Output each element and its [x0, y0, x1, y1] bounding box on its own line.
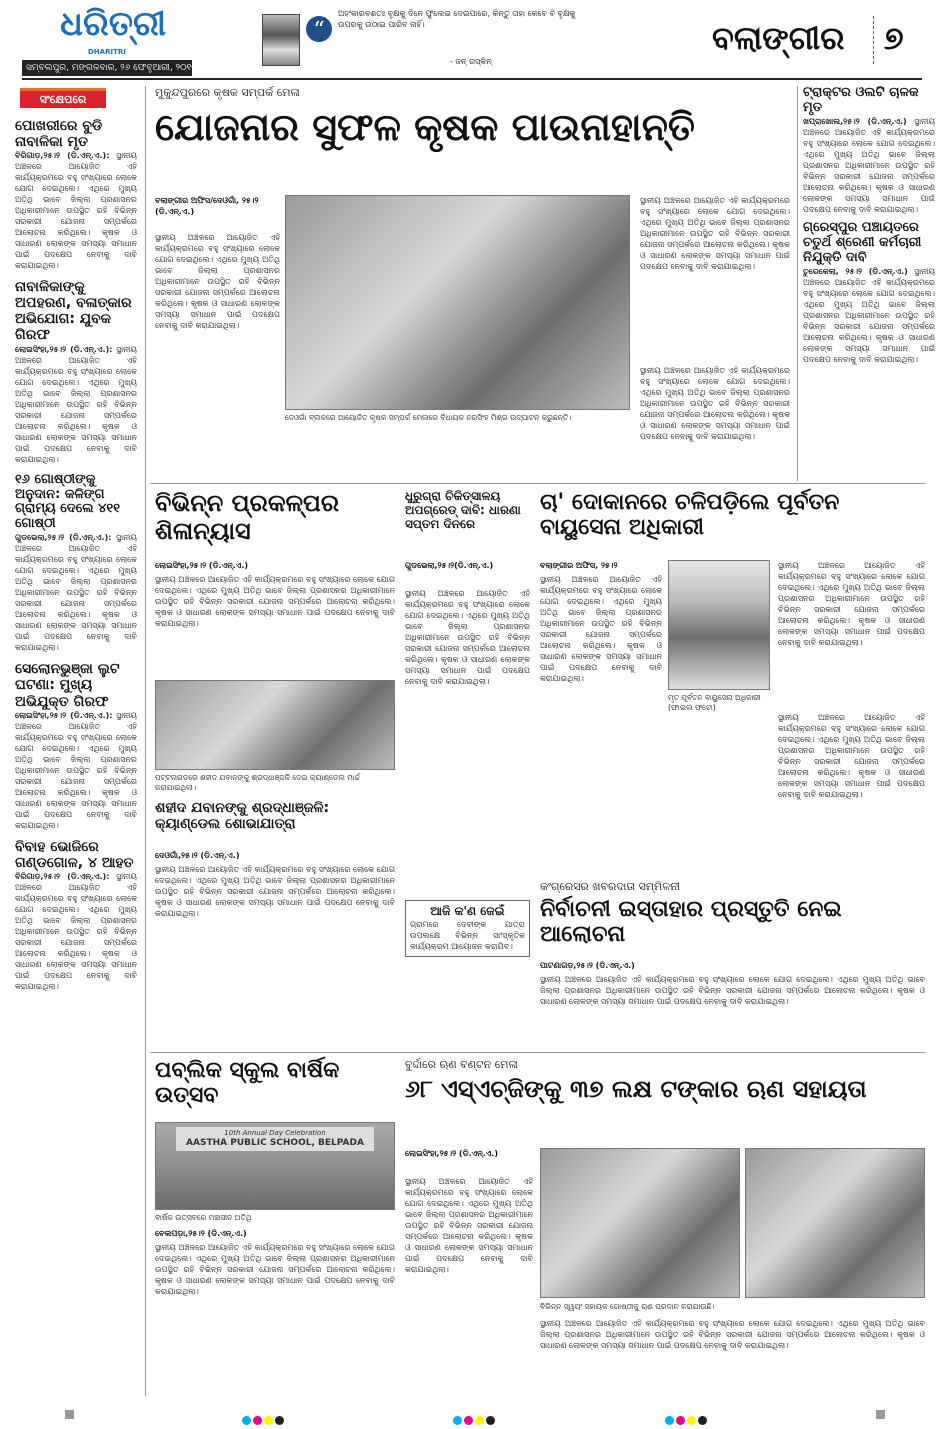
page-number: ୭	[884, 19, 904, 57]
loan-body: ସ୍ଥାନୀୟ ଅଞ୍ଚଳରେ ଆୟୋଜିତ ଏହି କାର୍ଯ୍ୟକ୍ରମରେ ବହୁ ସଂଖ୍ୟାରେ ଲୋକେ ଯୋଗ ଦେଇଥିଲେ। ଏଥିରେ ମୁଖ୍ୟ ଅତିଥି ଭାବେ ଜିଲ୍ଲା ପ୍ରଶାସନର ଅଧିକାରୀମାନେ ଉପସ୍ଥିତ ରହି ବିଭିନ୍ନ ସରକାରୀ ଯୋଜନା ସମ୍ପର୍କରେ ଆଲୋଚନା କରିଥିଲେ। କୃଷକ ଓ ସାଧାରଣ ଲୋକଙ୍କ ସମସ୍ୟା ସମାଧାନ ପାଇଁ ପଦକ୍ଷେପ ନେବାକୁ ଦାବି କରାଯାଇଥିଲା।	[405, 1177, 533, 1274]
congress-body: ସ୍ଥାନୀୟ ଅଞ୍ଚଳରେ ଆୟୋଜିତ ଏହି କାର୍ଯ୍ୟକ୍ରମରେ ବହୁ ସଂଖ୍ୟାରେ ଲୋକେ ଯୋଗ ଦେଇଥିଲେ। ଏଥିରେ ମୁଖ୍ୟ ଅତିଥି ଭାବେ ଜିଲ୍ଲା ପ୍ରଶାସନର ଅଧିକାରୀମାନେ ଉପସ୍ଥିତ ରହି ବିଭିନ୍ନ ସରକାରୀ ଯୋଜନା ସମ୍ପର୍କରେ ଆଲୋଚନା କରିଥିଲେ। କୃଷକ ଓ ସାଧାରଣ ଲୋକଙ୍କ ସମସ୍ୟା ସମାଧାନ ପାଇଁ ପଦକ୍ଷେପ ନେବାକୁ ଦାବି କରାଯାଇଥିଲା।	[540, 975, 925, 1006]
registration-dot	[453, 1416, 462, 1425]
briefs-column	[15, 118, 137, 1000]
author-portrait	[262, 14, 300, 66]
projects-dateline: ଲୋଇସିଂହା,୨୫।୨ (ଡି.ଏନ୍.ଏ.)	[155, 561, 249, 570]
candle-body: ସ୍ଥାନୀୟ ଅଞ୍ଚଳରେ ଆୟୋଜିତ ଏହି କାର୍ଯ୍ୟକ୍ରମରେ ବହୁ ସଂଖ୍ୟାରେ ଲୋକେ ଯୋଗ ଦେଇଥିଲେ। ଏଥିରେ ମୁଖ୍ୟ ଅତିଥି ଭାବେ ଜିଲ୍ଲା ପ୍ରଶାସନର ଅଧିକାରୀମାନେ ଉପସ୍ଥିତ ରହି ବିଭିନ୍ନ ସରକାରୀ ଯୋଜନା ସମ୍ପର୍କରେ ଆଲୋଚନା କରିଥିଲେ। କୃଷକ ଓ ସାଧାରଣ ଲୋକଙ୍କ ସମସ୍ୟା ସମାଧାନ ପାଇଁ ପଦକ୍ଷେପ ନେବାକୁ ଦାବି କରାଯାଇଥିଲା।	[155, 865, 395, 918]
registration-dot	[475, 1416, 484, 1425]
hospital-dateline: ଗୁଡଭେଲା,୨୫।୨(ଡି.ଏନ୍.ଏ.)	[405, 561, 494, 570]
column-divider	[797, 86, 798, 481]
article-body: ସ୍ଥାନୀୟ ଅଞ୍ଚଳରେ ଆୟୋଜିତ ଏହି କାର୍ଯ୍ୟକ୍ରମରେ ବହୁ ସଂଖ୍ୟାରେ ଲୋକେ ଯୋଗ ଦେଇଥିଲେ। ଏଥିରେ ମୁଖ୍ୟ ଅତିଥି ଭାବେ ଜିଲ୍ଲା ପ୍ରଶାସନର ଅଧିକାରୀମାନେ ଉପସ୍ଥିତ ରହି ବିଭିନ୍ନ ସରକାରୀ ଯୋଜନା ସମ୍ପର୍କରେ ଆଲୋଚନା କରିଥିଲେ। କୃଷକ ଓ ସାଧାରଣ ଲୋକଙ୍କ ସମସ୍ୟା ସମାଧାନ ପାଇଁ ପଦକ୍ଷେପ ନେବାକୁ ଦାବି କରାଯାଇଥିଲା।	[803, 266, 935, 364]
school-photo-caption: ବାର୍ଷିକ ଉତ୍ସବରେ ମଞ୍ଚାସୀନ ଅତିଥି	[155, 1213, 252, 1222]
school-headline: ପବ୍ଲିକ ସ୍କୁଲ ବାର୍ଷିକ ଉତ୍ସବ	[155, 1058, 340, 1109]
tea-dateline: ବଲାଙ୍ଗୀର ଅଫିସ, ୨୫।୨	[540, 561, 618, 570]
logo: ଧରିତ୍ରୀ	[60, 4, 167, 44]
article-title: ଟ୍ରାକ୍ଟର ଓଲଟି ଚାଳକ ମୃତ	[803, 85, 919, 115]
brief-article	[15, 661, 137, 830]
today-box	[405, 900, 530, 957]
brief-body: ସ୍ଥାନୀୟ ଅଞ୍ଚଳରେ ଆୟୋଜିତ ଏହି କାର୍ଯ୍ୟକ୍ରମରେ ବହୁ ସଂଖ୍ୟାରେ ଲୋକେ ଯୋଗ ଦେଇଥିଲେ। ଏଥିରେ ମୁଖ୍ୟ ଅତିଥି ଭାବେ ଜିଲ୍ଲା ପ୍ରଶାସନର ଅଧିକାରୀମାନେ ଉପସ୍ଥିତ ରହି ବିଭିନ୍ନ ସରକାରୀ ଯୋଜନା ସମ୍ପର୍କରେ ଆଲୋଚନା କରିଥିଲେ। କୃଷକ ଓ ସାଧାରଣ ଲୋକଙ୍କ ସମସ୍ୟା ସମାଧାନ ପାଇଁ ପଦକ୍ଷେପ ନେବାକୁ ଦାବି କରାଯାଇଥିଲା।	[15, 344, 137, 464]
officer-photo-caption: ମୃତ ପୂର୍ବତନ ବାୟୁସେନା ଅଧିକାରୀ (ଫାଇଲ ଫଟୋ)	[668, 693, 761, 712]
loan-photo-1	[540, 1148, 740, 1298]
lead-body: ସ୍ଥାନୀୟ ଅଞ୍ଚଳରେ ଆୟୋଜିତ ଏହି କାର୍ଯ୍ୟକ୍ରମରେ ବହୁ ସଂଖ୍ୟାରେ ଲୋକେ ଯୋଗ ଦେଇଥିଲେ। ଏଥିରେ ମୁଖ୍ୟ ଅତିଥି ଭାବେ ଜିଲ୍ଲା ପ୍ରଶାସନର ଅଧିକାରୀମାନେ ଉପସ୍ଥିତ ରହି ବିଭିନ୍ନ ସରକାରୀ ଯୋଜନା ସମ୍ପର୍କରେ ଆଲୋଚନା କରିଥିଲେ। କୃଷକ ଓ ସାଧାରଣ ଲୋକଙ୍କ ସମସ୍ୟା ସମାଧାନ ପାଇଁ ପଦକ୍ଷେପ ନେବାକୁ ଦାବି କରାଯାଇଥିଲା।	[640, 366, 790, 441]
section-rule	[150, 483, 925, 484]
brief-dateline: ଲୋଇସିଂହା,୨୫।୨ (ଡି.ଏନ୍.ଏ.):	[15, 344, 113, 354]
tea-headline: ଚା' ଦୋକାନରେ ଚଳିପଡ଼ିଲେ ପୂର୍ବତନ ବାୟୁସେନା ଅଧିକାରୀ	[540, 490, 840, 541]
loan-body: ସ୍ଥାନୀୟ ଅଞ୍ଚଳରେ ଆୟୋଜିତ ଏହି କାର୍ଯ୍ୟକ୍ରମରେ ବହୁ ସଂଖ୍ୟାରେ ଲୋକେ ଯୋଗ ଦେଇଥିଲେ। ଏଥିରେ ମୁଖ୍ୟ ଅତିଥି ଭାବେ ଜିଲ୍ଲା ପ୍ରଶାସନର ଅଧିକାରୀମାନେ ଉପସ୍ଥିତ ରହି ବିଭିନ୍ନ ସରକାରୀ ଯୋଜନା ସମ୍ପର୍କରେ ଆଲୋଚନା କରିଥିଲେ। କୃଷକ ଓ ସାଧାରଣ ଲୋକଙ୍କ ସମସ୍ୟା ସମାଧାନ ପାଇଁ ପଦକ୍ଷେପ ନେବାକୁ ଦାବି କରାଯାଇଥିଲା।	[540, 1319, 925, 1350]
article-dateline: ଖପ୍ରାଖୋଲ,୨୫।୨ (ଡି.ଏନ୍.ଏ.)	[803, 116, 907, 126]
brief-title: ପୋଖରୀରେ ବୁଡି ନାବାଳିକା ମୃତ	[15, 118, 103, 151]
masthead-rule	[22, 78, 922, 80]
today-title: ଆଜି କ'ଣ ଜେଇଁ	[430, 904, 505, 918]
brief-article	[15, 839, 137, 992]
lead-dateline: ବଲାଙ୍ଗୀର ଅଫିସ/ଦେଓଗାଁ, ୨୫।୨ (ଡି.ଏନ୍.ଏ.)	[155, 196, 259, 216]
brief-body: ସ୍ଥାନୀୟ ଅଞ୍ଚଳରେ ଆୟୋଜିତ ଏହି କାର୍ଯ୍ୟକ୍ରମରେ ବହୁ ସଂଖ୍ୟାରେ ଲୋକେ ଯୋଗ ଦେଇଥିଲେ। ଏଥିରେ ମୁଖ୍ୟ ଅତିଥି ଭାବେ ଜିଲ୍ଲା ପ୍ରଶାସନର ଅଧିକାରୀମାନେ ଉପସ୍ଥିତ ରହି ବିଭିନ୍ନ ସରକାରୀ ଯୋଜନା ସମ୍ପର୍କରେ ଆଲୋଚନା କରିଥିଲେ। କୃଷକ ଓ ସାଧାରଣ ଲୋକଙ୍କ ସମସ୍ୟା ସମାଧାନ ପାଇଁ ପଦକ୍ଷେପ ନେବାକୁ ଦାବି କରାଯାଇଥିଲା।	[15, 871, 137, 991]
divider	[873, 16, 874, 64]
lead-photo-caption: ଦେଓଗାଁ ବ୍ଲକରେ ଆୟୋଜିତ କୃଷକ ସମ୍ପର୍କ ମେଳାରେ ବିଧାୟକ ନରସିଂହ ମିଶ୍ର ଉଦ୍‌ଘାଟନ କରୁଛନ୍ତି।	[285, 413, 572, 422]
hospital-body: ସ୍ଥାନୀୟ ଅଞ୍ଚଳରେ ଆୟୋଜିତ ଏହି କାର୍ଯ୍ୟକ୍ରମରେ ବହୁ ସଂଖ୍ୟାରେ ଲୋକେ ଯୋଗ ଦେଇଥିଲେ। ଏଥିରେ ମୁଖ୍ୟ ଅତିଥି ଭାବେ ଜିଲ୍ଲା ପ୍ରଶାସନର ଅଧିକାରୀମାନେ ଉପସ୍ଥିତ ରହି ବିଭିନ୍ନ ସରକାରୀ ଯୋଜନା ସମ୍ପର୍କରେ ଆଲୋଚନା କରିଥିଲେ। କୃଷକ ଓ ସାଧାରଣ ଲୋକଙ୍କ ସମସ୍ୟା ସମାଧାନ ପାଇଁ ପଦକ୍ଷେପ ନେବାକୁ ଦାବି କରାଯାଇଥିଲା।	[405, 589, 530, 686]
loan-headline: ୬୮ ଏସ୍ଏଚ୍ଜିଙ୍କୁ ୩୭ ଲକ୍ଷ ଟଙ୍କାର ଋଣ ସହାୟତା	[405, 1075, 867, 1103]
right-column	[803, 86, 935, 365]
congress-dateline: ପାଟଣାଗଡ଼,୨୫।୨ (ଡି.ଏନ୍.ଏ.)	[540, 961, 635, 970]
brief-dateline: ବିରିଗାଡ଼,୨୫।୨ (ଡି.ଏନ୍.ଏ.):	[15, 151, 110, 161]
registration-dots	[665, 1410, 709, 1429]
brief-article	[15, 473, 137, 654]
print-registration-marks	[65, 1410, 885, 1429]
lead-photo	[285, 195, 630, 410]
tea-body: ସ୍ଥାନୀୟ ଅଞ୍ଚଳରେ ଆୟୋଜିତ ଏହି କାର୍ଯ୍ୟକ୍ରମରେ ବହୁ ସଂଖ୍ୟାରେ ଲୋକେ ଯୋଗ ଦେଇଥିଲେ। ଏଥିରେ ମୁଖ୍ୟ ଅତିଥି ଭାବେ ଜିଲ୍ଲା ପ୍ରଶାସନର ଅଧିକାରୀମାନେ ଉପସ୍ଥିତ ରହି ବିଭିନ୍ନ ସରକାରୀ ଯୋଜନା ସମ୍ପର୍କରେ ଆଲୋଚନା କରିଥିଲେ। କୃଷକ ଓ ସାଧାରଣ ଲୋକଙ୍କ ସମସ୍ୟା ସମାଧାନ ପାଇଁ ପଦକ୍ଷେପ ନେବାକୁ ଦାବି କରାଯାଇଥିଲା।	[778, 713, 925, 799]
congress-kicker: କଂଗ୍ରେସର ଖବରଦାତା ସମ୍ମିଳନୀ	[540, 880, 681, 893]
registration-dot	[464, 1416, 473, 1425]
registration-dot	[676, 1416, 685, 1425]
loan-photo-2	[745, 1148, 925, 1298]
school-dateline: ବେଲପଡ଼ା,୨୫।୨ (ଡି.ଏନ୍.ଏ.)	[155, 1229, 247, 1238]
brief-title: ସେଲୋନଭୁଞ୍ଜା ଲୁଟ ଘଟଣା: ମୁଖ୍ୟ ଅଭିଯୁକ୍ତ ଗିରଫ	[15, 661, 120, 710]
registration-dot	[698, 1416, 707, 1425]
school-body: ସ୍ଥାନୀୟ ଅଞ୍ଚଳରେ ଆୟୋଜିତ ଏହି କାର୍ଯ୍ୟକ୍ରମରେ ବହୁ ସଂଖ୍ୟାରେ ଲୋକେ ଯୋଗ ଦେଇଥିଲେ। ଏଥିରେ ମୁଖ୍ୟ ଅତିଥି ଭାବେ ଜିଲ୍ଲା ପ୍ରଶାସନର ଅଧିକାରୀମାନେ ଉପସ୍ଥିତ ରହି ବିଭିନ୍ନ ସରକାରୀ ଯୋଜନା ସମ୍ପର୍କରେ ଆଲୋଚନା କରିଥିଲେ। କୃଷକ ଓ ସାଧାରଣ ଲୋକଙ୍କ ସମସ୍ୟା ସମାଧାନ ପାଇଁ ପଦକ୍ଷେପ ନେବାକୁ ଦାବି କରାଯାଇଥିଲା।	[155, 1243, 395, 1296]
brief-dateline: ଲୋଇସିଂହା,୨୫।୨ (ଡି.ଏନ୍.ଏ.):	[15, 710, 113, 720]
quote-text: ଅହଂକାରବଶତଃ ବୃକ୍ଷକୁ ଦିନେ ଫୁଲେଇ ଦେଇପାରେ, କିନ୍ତୁ ତାହା କେବେ ବି ବୃକ୍ଷକୁ ଉପରକୁ ଉଠାଇ ପାରିବ ନାହିଁ।	[338, 9, 576, 29]
registration-dots	[453, 1410, 497, 1429]
brief-body: ସ୍ଥାନୀୟ ଅଞ୍ଚଳରେ ଆୟୋଜିତ ଏହି କାର୍ଯ୍ୟକ୍ରମରେ ବହୁ ସଂଖ୍ୟାରେ ଲୋକେ ଯୋଗ ଦେଇଥିଲେ। ଏଥିରେ ମୁଖ୍ୟ ଅତିଥି ଭାବେ ଜିଲ୍ଲା ପ୍ରଶାସନର ଅଧିକାରୀମାନେ ଉପସ୍ଥିତ ରହି ବିଭିନ୍ନ ସରକାରୀ ଯୋଜନା ସମ୍ପର୍କରେ ଆଲୋଚନା କରିଥିଲେ। କୃଷକ ଓ ସାଧାରଣ ଲୋକଙ୍କ ସମସ୍ୟା ସମାଧାନ ପାଇଁ ପଦକ୍ଷେପ ନେବାକୁ ଦାବି କରାଯାଇଥିଲା।	[15, 710, 137, 830]
registration-dots	[242, 1410, 286, 1429]
registration-dot	[486, 1416, 495, 1425]
quote-icon: “	[306, 16, 332, 42]
tea-body: ସ୍ଥାନୀୟ ଅଞ୍ଚଳରେ ଆୟୋଜିତ ଏହି କାର୍ଯ୍ୟକ୍ରମରେ ବହୁ ସଂଖ୍ୟାରେ ଲୋକେ ଯୋଗ ଦେଇଥିଲେ। ଏଥିରେ ମୁଖ୍ୟ ଅତିଥି ଭାବେ ଜିଲ୍ଲା ପ୍ରଶାସନର ଅଧିକାରୀମାନେ ଉପସ୍ଥିତ ରହି ବିଭିନ୍ନ ସରକାରୀ ଯୋଜନା ସମ୍ପର୍କରେ ଆଲୋଚନା କରିଥିଲେ। କୃଷକ ଓ ସାଧାରଣ ଲୋକଙ୍କ ସମସ୍ୟା ସମାଧାନ ପାଇଁ ପଦକ୍ଷେପ ନେବାକୁ ଦାବି କରାଯାଇଥିଲା।	[540, 575, 662, 683]
candle-march-photo	[155, 680, 395, 770]
registration-square	[65, 1410, 74, 1419]
loan-dateline: ଲୋଇସିଂହା,୨୫।୨ (ଡି.ଏନ୍.ଏ.)	[405, 1149, 499, 1158]
registration-dot	[665, 1416, 674, 1425]
brief-dateline: ଗୁଡଭେଲା,୨୫।୨ (ଡି.ଏନ୍.ଏ.):	[15, 533, 112, 543]
brief-title: ବିବାହ ଭୋଜିରେ ଗଣ୍ଡଗୋଳ, ୪ ଆହତ	[15, 838, 134, 871]
quote-author: - ଜନ୍ ରସ୍କିନ୍	[450, 57, 492, 66]
loan-kicker: ବୁର୍ଦ୍ଦାରେ ଋଣ ବଣ୍ଟନ ମେଳା	[405, 1058, 518, 1071]
column-divider	[145, 86, 146, 1396]
brief-title: ୧୬ ଗୋଷ୍ଠୀଙ୍କୁ ଅନୁଦାନ: କଳିଙ୍ଗ ଗ୍ରାମ୍ୟ ଦେଲେ ୪୧୧ ଗୋଷ୍ଠୀ	[15, 471, 120, 532]
brief-article	[15, 118, 137, 271]
candle-headline: ଶହୀଦ ଯବାନଙ୍କୁ ଶ୍ରଦ୍ଧାଞ୍ଜଳି: କ୍ୟାଣ୍ଡେଲ ଶୋଭାଯାତ୍ରା	[155, 800, 330, 833]
registration-dot	[242, 1416, 251, 1425]
projects-headline: ବିଭିନ୍ନ ପ୍ରକଳ୍ପର ଶିଳାନ୍ୟାସ	[155, 489, 340, 545]
brief-dateline: ବିରିଗାଡ଼,୨୫।୨ (ଡି.ଏନ୍.ଏ.):	[15, 871, 110, 881]
issue-dateline: ସମ୍ବଲପୁର, ମଙ୍ଗଳବାର, ୨୬ ଫେବୃଆରୀ, ୨୦୧୯	[22, 60, 192, 76]
registration-square	[876, 1410, 885, 1419]
today-text: ଗ୍ରାମରେ ଦେବୀଙ୍କ ଯାତ୍ରା ଉପଲକ୍ଷେ ବିଭିନ୍ନ ସାଂସ୍କୃତିକ କାର୍ଯ୍ୟକ୍ରମ ଆୟୋଜନ କରାଯିବ।	[410, 919, 525, 951]
lead-kicker: ମୁକୁନ୍ଦପୁରରେ କୃଷକ ସମ୍ପର୍କ ମେଳା	[155, 86, 300, 99]
registration-dot	[253, 1416, 262, 1425]
brief-title: ନାବାଳିକାଙ୍କୁ ଅପହରଣ, ବଳାତ୍କାର ଅଭିଯୋଗ: ଯୁବକ ଗିରଫ	[15, 279, 132, 344]
section-rule	[150, 1052, 925, 1053]
brief-body: ସ୍ଥାନୀୟ ଅଞ୍ଚଳରେ ଆୟୋଜିତ ଏହି କାର୍ଯ୍ୟକ୍ରମରେ ବହୁ ସଂଖ୍ୟାରେ ଲୋକେ ଯୋଗ ଦେଇଥିଲେ। ଏଥିରେ ମୁଖ୍ୟ ଅତିଥି ଭାବେ ଜିଲ୍ଲା ପ୍ରଶାସନର ଅଧିକାରୀମାନେ ଉପସ୍ଥିତ ରହି ବିଭିନ୍ନ ସରକାରୀ ଯୋଜନା ସମ୍ପର୍କରେ ଆଲୋଚନା କରିଥିଲେ। କୃଷକ ଓ ସାଧାରଣ ଲୋକଙ୍କ ସମସ୍ୟା ସମାଧାନ ପାଇଁ ପଦକ୍ଷେପ ନେବାକୁ ଦାବି କରାଯାଇଥିଲା।	[15, 533, 138, 653]
school-photo	[155, 1122, 395, 1210]
candle-photo-caption: ପଟ୍ଟନାଗଡ଼ରେ ଶହୀଦ ଯବାନଙ୍କୁ ଶ୍ରଦ୍ଧାଞ୍ଜଳି ଦେଇ କ୍ୟାଣ୍ଡେଲ ମାର୍ଚ୍ଚ କରାଯାଇଥିଲା।	[155, 773, 360, 792]
briefs-label: ସଂକ୍ଷେପରେ	[20, 88, 106, 108]
projects-body: ସ୍ଥାନୀୟ ଅଞ୍ଚଳରେ ଆୟୋଜିତ ଏହି କାର୍ଯ୍ୟକ୍ରମରେ ବହୁ ସଂଖ୍ୟାରେ ଲୋକେ ଯୋଗ ଦେଇଥିଲେ। ଏଥିରେ ମୁଖ୍ୟ ଅତିଥି ଭାବେ ଜିଲ୍ଲା ପ୍ରଶାସନର ଅଧିକାରୀମାନେ ଉପସ୍ଥିତ ରହି ବିଭିନ୍ନ ସରକାରୀ ଯୋଜନା ସମ୍ପର୍କରେ ଆଲୋଚନା କରିଥିଲେ। କୃଷକ ଓ ସାଧାରଣ ଲୋକଙ୍କ ସମସ୍ୟା ସମାଧାନ ପାଇଁ ପଦକ୍ଷେପ ନେବାକୁ ଦାବି କରାଯାଇଥିଲା।	[155, 575, 395, 628]
congress-headline: ନିର୍ବାଚନୀ ଇସ୍ତାହାର ପ୍ରସ୍ତୁତି ନେଇ ଆଲୋଚନା	[540, 897, 842, 948]
section-name: ବଲାଙ୍ଗୀର	[712, 19, 845, 57]
lead-headline: ଯୋଜନାର ସୁଫଳ କୃଷକ ପାଉନାହାନ୍ତି	[155, 105, 695, 149]
article-body: ସ୍ଥାନୀୟ ଅଞ୍ଚଳରେ ଆୟୋଜିତ ଏହି କାର୍ଯ୍ୟକ୍ରମରେ ବହୁ ସଂଖ୍ୟାରେ ଲୋକେ ଯୋଗ ଦେଇଥିଲେ। ଏଥିରେ ମୁଖ୍ୟ ଅତିଥି ଭାବେ ଜିଲ୍ଲା ପ୍ରଶାସନର ଅଧିକାରୀମାନେ ଉପସ୍ଥିତ ରହି ବିଭିନ୍ନ ସରକାରୀ ଯୋଜନା ସମ୍ପର୍କରେ ଆଲୋଚନା କରିଥିଲେ। କୃଷକ ଓ ସାଧାରଣ ଲୋକଙ୍କ ସମସ୍ୟା ସମାଧାନ ପାଇଁ ପଦକ୍ଷେପ ନେବାକୁ ଦାବି କରାଯାଇଥିଲା।	[803, 116, 935, 214]
lead-body: ସ୍ଥାନୀୟ ଅଞ୍ଚଳରେ ଆୟୋଜିତ ଏହି କାର୍ଯ୍ୟକ୍ରମରେ ବହୁ ସଂଖ୍ୟାରେ ଲୋକେ ଯୋଗ ଦେଇଥିଲେ। ଏଥିରେ ମୁଖ୍ୟ ଅତିଥି ଭାବେ ଜିଲ୍ଲା ପ୍ରଶାସନର ଅଧିକାରୀମାନେ ଉପସ୍ଥିତ ରହି ବିଭିନ୍ନ ସରକାରୀ ଯୋଜନା ସମ୍ପର୍କରେ ଆଲୋଚନା କରିଥିଲେ। କୃଷକ ଓ ସାଧାରଣ ଲୋକଙ୍କ ସମସ୍ୟା ସମାଧାନ ପାଇଁ ପଦକ୍ଷେପ ନେବାକୁ ଦାବି କରାଯାଇଥିଲା।	[155, 233, 280, 330]
article-title: ଗ୍ରେସ୍ପୁର ପଞ୍ଚାୟତରେ ଚତୁର୍ଥ ଶ୍ରେଣୀ କର୍ମଚାରୀ ନିଯୁକ୍ତି ଦାବି	[803, 219, 922, 265]
brief-article	[15, 279, 137, 464]
logo-english: DHARITRI	[88, 48, 126, 56]
registration-dot	[687, 1416, 696, 1425]
candle-dateline: ଦେଓଗାଁ,୨୫।୨ (ଡି.ଏନ୍.ଏ.)	[155, 851, 240, 860]
banner-text: AASTHA PUBLIC SCHOOL, BELPADA	[186, 1138, 364, 1148]
lead-body: ସ୍ଥାନୀୟ ଅଞ୍ଚଳରେ ଆୟୋଜିତ ଏହି କାର୍ଯ୍ୟକ୍ରମରେ ବହୁ ସଂଖ୍ୟାରେ ଲୋକେ ଯୋଗ ଦେଇଥିଲେ। ଏଥିରେ ମୁଖ୍ୟ ଅତିଥି ଭାବେ ଜିଲ୍ଲା ପ୍ରଶାସନର ଅଧିକାରୀମାନେ ଉପସ୍ଥିତ ରହି ବିଭିନ୍ନ ସରକାରୀ ଯୋଜନା ସମ୍ପର୍କରେ ଆଲୋଚନା କରିଥିଲେ। କୃଷକ ଓ ସାଧାରଣ ଲୋକଙ୍କ ସମସ୍ୟା ସମାଧାନ ପାଇଁ ପଦକ୍ଷେପ ନେବାକୁ ଦାବି କରାଯାଇଥିଲା।	[640, 196, 790, 271]
registration-dot	[264, 1416, 273, 1425]
banner-top: 10th Annual Day Celebration	[224, 1129, 326, 1137]
hospital-headline: ଧୁରୁଗ୍ରା ଚିକିତ୍ସାଳୟ ଅପଗ୍ରେଡ୍ ଦାବି: ଧାରଣା ସପ୍ତମ ଦିନରେ	[405, 489, 521, 531]
officer-photo	[668, 560, 770, 690]
brief-body: ସ୍ଥାନୀୟ ଅଞ୍ଚଳରେ ଆୟୋଜିତ ଏହି କାର୍ଯ୍ୟକ୍ରମରେ ବହୁ ସଂଖ୍ୟାରେ ଲୋକେ ଯୋଗ ଦେଇଥିଲେ। ଏଥିରେ ମୁଖ୍ୟ ଅତିଥି ଭାବେ ଜିଲ୍ଲା ପ୍ରଶାସନର ଅଧିକାରୀମାନେ ଉପସ୍ଥିତ ରହି ବିଭିନ୍ନ ସରକାରୀ ଯୋଜନା ସମ୍ପର୍କରେ ଆଲୋଚନା କରିଥିଲେ। କୃଷକ ଓ ସାଧାରଣ ଲୋକଙ୍କ ସମସ୍ୟା ସମାଧାନ ପାଇଁ ପଦକ୍ଷେପ ନେବାକୁ ଦାବି କରାଯାଇଥିଲା।	[15, 151, 137, 271]
tea-body: ସ୍ଥାନୀୟ ଅଞ୍ଚଳରେ ଆୟୋଜିତ ଏହି କାର୍ଯ୍ୟକ୍ରମରେ ବହୁ ସଂଖ୍ୟାରେ ଲୋକେ ଯୋଗ ଦେଇଥିଲେ। ଏଥିରେ ମୁଖ୍ୟ ଅତିଥି ଭାବେ ଜିଲ୍ଲା ପ୍ରଶାସନର ଅଧିକାରୀମାନେ ଉପସ୍ଥିତ ରହି ବିଭିନ୍ନ ସରକାରୀ ଯୋଜନା ସମ୍ପର୍କରେ ଆଲୋଚନା କରିଥିଲେ। କୃଷକ ଓ ସାଧାରଣ ଲୋକଙ୍କ ସମସ୍ୟା ସମାଧାନ ପାଇଁ ପଦକ୍ଷେପ ନେବାକୁ ଦାବି କରାଯାଇଥିଲା।	[778, 561, 925, 647]
loan-photo-caption: ବିଭିନ୍ନ ସ୍ୱୟଂ ସହାୟକ ଗୋଷ୍ଠୀକୁ ଋଣ ପ୍ରଦାନ କରାଯାଉଛି।	[540, 1302, 715, 1311]
article-dateline: ତୁରେକେଲା, ୨୫।୨ (ଡି.ଏନ୍.ଏ.)	[803, 266, 908, 276]
registration-dot	[275, 1416, 284, 1425]
